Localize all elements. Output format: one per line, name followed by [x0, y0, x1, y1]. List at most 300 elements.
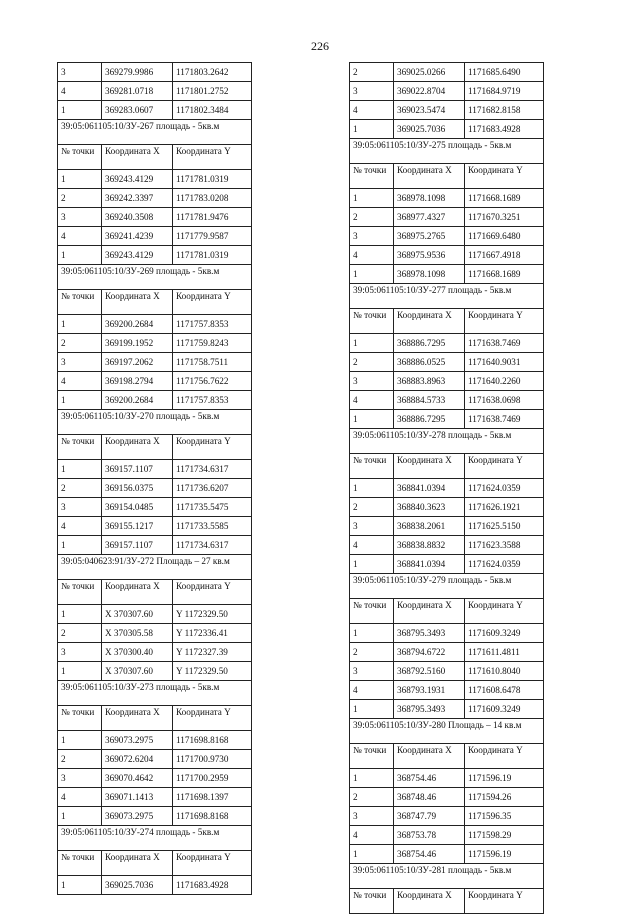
coordinate-x-cell: 368838.8832	[394, 536, 465, 555]
coordinate-y-cell: 1171683.4928	[173, 876, 252, 895]
coordinate-x-cell: 369073.2975	[102, 807, 173, 826]
parcel-caption-row	[58, 265, 252, 290]
parcel-caption-row	[58, 555, 252, 580]
table-header-row	[350, 889, 544, 914]
coordinate-x-cell: 369025.7036	[394, 120, 465, 139]
coordinate-y-cell: 1171781.0319	[173, 170, 252, 189]
coordinate-x-cell: 368841.0394	[394, 479, 465, 498]
coordinate-x-cell: 368977.4327	[394, 208, 465, 227]
coordinate-x-header: Координата X	[394, 164, 465, 189]
point-number-cell: 1	[58, 807, 102, 826]
parcel-caption: 39:05:061105:10/ЗУ-269 площадь - 5кв.м	[58, 265, 252, 290]
coordinate-y-cell: 1171685.6490	[465, 63, 544, 82]
table-row	[58, 170, 252, 189]
parcel-caption: 39:05:061105:10/ЗУ-277 площадь - 5кв.м	[350, 284, 544, 309]
coordinate-x-header: Координата X	[102, 851, 173, 876]
table-row	[58, 643, 252, 662]
coordinate-y-cell: 1171610.8040	[465, 662, 544, 681]
point-number-cell: 3	[58, 769, 102, 788]
table-header-row	[58, 580, 252, 605]
point-number-cell: 2	[58, 479, 102, 498]
table-row	[58, 227, 252, 246]
table-row	[350, 517, 544, 536]
point-number-cell: 4	[58, 788, 102, 807]
coordinate-y-header: Координата Y	[173, 290, 252, 315]
table-row	[350, 845, 544, 864]
coordinate-x-cell: 369023.5474	[394, 101, 465, 120]
point-number-header: № точки	[58, 706, 102, 731]
point-number-cell: 1	[350, 265, 394, 284]
coordinate-y-cell: 1171684.9719	[465, 82, 544, 101]
coordinate-x-cell: 368838.2061	[394, 517, 465, 536]
coordinate-x-header: Координата X	[102, 706, 173, 731]
coordinate-y-cell: 1171698.8168	[173, 807, 252, 826]
parcel-caption: 39:05:061105:10/ЗУ-274 площадь - 5кв.м	[58, 826, 252, 851]
coordinate-y-header: Координата Y	[465, 599, 544, 624]
coordinate-y-cell: 1171734.6317	[173, 536, 252, 555]
coordinate-x-cell: 369154.0485	[102, 498, 173, 517]
coordinate-y-cell: 1171668.1689	[465, 265, 544, 284]
coordinate-x-cell: 369200.2684	[102, 391, 173, 410]
point-number-cell: 1	[58, 460, 102, 479]
coordinate-y-cell: 1171596.19	[465, 769, 544, 788]
point-number-cell: 1	[58, 391, 102, 410]
table-header-row	[58, 290, 252, 315]
coordinate-x-cell: 368747.79	[394, 807, 465, 826]
coordinate-y-cell: 1171596.35	[465, 807, 544, 826]
coordinate-y-cell: 1171759.8243	[173, 334, 252, 353]
table-row	[350, 334, 544, 353]
point-number-cell: 3	[350, 372, 394, 391]
coordinate-x-cell: 369155.1217	[102, 517, 173, 536]
coordinate-x-cell: 368795.3493	[394, 624, 465, 643]
table-row	[350, 391, 544, 410]
point-number-cell: 1	[350, 120, 394, 139]
coordinate-x-cell: 368975.2765	[394, 227, 465, 246]
parcel-caption-row	[58, 681, 252, 706]
coordinate-y-cell: 1171802.3484	[173, 101, 252, 120]
coordinate-x-header: Координата X	[394, 889, 465, 914]
table-row	[350, 372, 544, 391]
point-number-cell: 2	[350, 353, 394, 372]
point-number-header: № точки	[350, 599, 394, 624]
coordinate-x-cell: 368753.78	[394, 826, 465, 845]
point-number-cell: 2	[350, 788, 394, 807]
coordinate-y-cell: 1171640.9031	[465, 353, 544, 372]
coordinate-y-cell: 1171670.3251	[465, 208, 544, 227]
point-number-cell: 2	[58, 189, 102, 208]
point-number-cell: 1	[58, 315, 102, 334]
parcel-caption-row	[58, 826, 252, 851]
parcel-caption: 39:05:061105:10/ЗУ-278 площадь - 5кв.м	[350, 429, 544, 454]
point-number-cell: 3	[350, 82, 394, 101]
table-row	[58, 63, 252, 82]
table-header-row	[350, 309, 544, 334]
point-number-cell: 1	[350, 769, 394, 788]
point-number-cell: 2	[58, 334, 102, 353]
coordinate-y-cell: 1171624.0359	[465, 555, 544, 574]
table-header-row	[58, 706, 252, 731]
table-row	[58, 517, 252, 536]
coordinate-x-cell: 369281.0718	[102, 82, 173, 101]
coordinate-y-cell: 1171667.4918	[465, 246, 544, 265]
coordinate-x-cell: 368793.1931	[394, 681, 465, 700]
coordinate-x-header: Координата X	[102, 290, 173, 315]
coordinate-y-cell: 1171594.26	[465, 788, 544, 807]
point-number-header: № точки	[350, 889, 394, 914]
coordinate-y-cell: 1171623.3588	[465, 536, 544, 555]
table-row	[58, 769, 252, 788]
point-number-cell: 1	[350, 624, 394, 643]
point-number-cell: 4	[58, 82, 102, 101]
table-row	[58, 189, 252, 208]
coordinate-x-cell: 369241.4239	[102, 227, 173, 246]
parcel-caption-row	[350, 719, 544, 744]
table-header-row	[350, 164, 544, 189]
table-row	[350, 826, 544, 845]
coordinate-y-cell: 1171734.6317	[173, 460, 252, 479]
point-number-cell: 2	[350, 498, 394, 517]
coordinate-y-cell: Y 1172329.50	[173, 662, 252, 681]
coordinate-x-cell: 368884.5733	[394, 391, 465, 410]
table-row	[58, 624, 252, 643]
coordinate-x-cell: 368886.7295	[394, 334, 465, 353]
point-number-header: № точки	[58, 435, 102, 460]
point-number-cell: 3	[350, 227, 394, 246]
point-number-header: № точки	[58, 145, 102, 170]
parcel-caption-row	[350, 429, 544, 454]
table-header-row	[58, 435, 252, 460]
point-number-cell: 3	[58, 63, 102, 82]
coordinate-x-cell: 369022.8704	[394, 82, 465, 101]
table-header-row	[58, 851, 252, 876]
coordinate-x-cell: 369157.1107	[102, 460, 173, 479]
table-row	[350, 498, 544, 517]
table-row	[58, 246, 252, 265]
table-row	[350, 189, 544, 208]
table-row	[350, 536, 544, 555]
table-row	[58, 479, 252, 498]
coordinate-x-header: Координата X	[102, 145, 173, 170]
coordinate-y-cell: 1171624.0359	[465, 479, 544, 498]
coordinate-y-cell: 1171625.5150	[465, 517, 544, 536]
table-row	[58, 372, 252, 391]
point-number-cell: 1	[58, 662, 102, 681]
coordinate-y-cell: Y 1172336.41	[173, 624, 252, 643]
parcel-caption-row	[350, 864, 544, 889]
coordinate-y-cell: 1171596.19	[465, 845, 544, 864]
coordinate-x-cell: 368754.46	[394, 769, 465, 788]
coordinate-x-cell: 368978.1098	[394, 265, 465, 284]
table-row	[350, 120, 544, 139]
coordinate-x-cell: 369156.0375	[102, 479, 173, 498]
coordinate-y-cell: 1171801.2752	[173, 82, 252, 101]
table-row	[350, 479, 544, 498]
coordinate-y-cell: 1171779.9587	[173, 227, 252, 246]
coordinate-x-cell: 368883.8963	[394, 372, 465, 391]
coordinate-x-cell: 368975.9536	[394, 246, 465, 265]
coordinate-y-cell: 1171609.3249	[465, 700, 544, 719]
coordinate-y-cell: 1171757.8353	[173, 391, 252, 410]
table-row	[58, 876, 252, 895]
coordinate-y-cell: 1171757.8353	[173, 315, 252, 334]
point-number-cell: 2	[58, 624, 102, 643]
table-row	[58, 315, 252, 334]
point-number-cell: 4	[58, 517, 102, 536]
coordinate-x-cell: X 370305.58	[102, 624, 173, 643]
table-row	[350, 624, 544, 643]
point-number-cell: 2	[350, 63, 394, 82]
coordinate-x-cell: 369200.2684	[102, 315, 173, 334]
point-number-header: № точки	[58, 851, 102, 876]
coordinate-x-cell: 369240.3508	[102, 208, 173, 227]
point-number-cell: 1	[350, 334, 394, 353]
point-number-cell: 1	[58, 101, 102, 120]
table-row	[350, 555, 544, 574]
coordinate-y-header: Координата Y	[173, 580, 252, 605]
point-number-cell: 3	[350, 517, 394, 536]
table-row	[350, 82, 544, 101]
coordinate-y-cell: Y 1172327.39	[173, 643, 252, 662]
coordinate-y-header: Координата Y	[465, 744, 544, 769]
coordinate-x-cell: 368794.6722	[394, 643, 465, 662]
table-row	[350, 700, 544, 719]
coordinate-x-header: Координата X	[394, 309, 465, 334]
point-number-cell: 3	[58, 208, 102, 227]
point-number-cell: 3	[350, 807, 394, 826]
point-number-header: № точки	[350, 164, 394, 189]
page-number: 226	[311, 39, 329, 53]
point-number-header: № точки	[350, 309, 394, 334]
point-number-cell: 3	[350, 662, 394, 681]
point-number-cell: 2	[350, 643, 394, 662]
table-row	[350, 769, 544, 788]
coordinate-x-cell: 369070.4642	[102, 769, 173, 788]
table-row	[350, 643, 544, 662]
point-number-cell: 1	[58, 170, 102, 189]
table-row	[58, 662, 252, 681]
point-number-cell: 1	[58, 536, 102, 555]
coordinate-y-cell: 1171758.7511	[173, 353, 252, 372]
table-header-row	[350, 454, 544, 479]
parcel-caption: 39:05:061105:10/ЗУ-273 площадь - 5кв.м	[58, 681, 252, 706]
coordinate-y-cell: 1171638.0698	[465, 391, 544, 410]
coordinate-y-cell: Y 1172329.50	[173, 605, 252, 624]
parcel-caption: 39:05:040623:91/ЗУ-272 Площадь – 27 кв.м	[58, 555, 252, 580]
point-number-cell: 1	[350, 555, 394, 574]
table-row	[350, 353, 544, 372]
point-number-cell: 4	[58, 372, 102, 391]
point-number-cell: 4	[350, 246, 394, 265]
coordinate-y-header: Координата Y	[173, 145, 252, 170]
table-row	[350, 662, 544, 681]
point-number-cell: 1	[58, 605, 102, 624]
coordinate-x-cell: X 370300.40	[102, 643, 173, 662]
coordinates-table-right	[349, 62, 544, 914]
coordinate-x-cell: 369025.0266	[394, 63, 465, 82]
table-row	[58, 750, 252, 769]
table-row	[58, 807, 252, 826]
coordinate-x-cell: 368841.0394	[394, 555, 465, 574]
table-row	[58, 731, 252, 750]
point-number-cell: 2	[58, 750, 102, 769]
coordinate-x-header: Координата X	[394, 599, 465, 624]
table-row	[58, 391, 252, 410]
table-header-row	[350, 744, 544, 769]
table-row	[58, 788, 252, 807]
coordinate-x-cell: 368840.3623	[394, 498, 465, 517]
point-number-cell: 4	[350, 536, 394, 555]
coordinate-y-cell: 1171756.7622	[173, 372, 252, 391]
coordinate-x-cell: 368978.1098	[394, 189, 465, 208]
coordinate-x-cell: 368792.5160	[394, 662, 465, 681]
coordinate-y-cell: 1171735.5475	[173, 498, 252, 517]
coordinate-y-cell: 1171781.0319	[173, 246, 252, 265]
point-number-cell: 1	[350, 479, 394, 498]
coordinate-y-cell: 1171682.8158	[465, 101, 544, 120]
table-row	[350, 63, 544, 82]
point-number-cell: 1	[350, 700, 394, 719]
coordinate-x-cell: 369243.4129	[102, 170, 173, 189]
coordinate-x-cell: 368748.46	[394, 788, 465, 807]
parcel-caption-row	[350, 284, 544, 309]
coordinate-y-header: Координата Y	[173, 851, 252, 876]
coordinate-x-cell: 369073.2975	[102, 731, 173, 750]
parcel-caption-row	[58, 410, 252, 435]
point-number-cell: 1	[58, 246, 102, 265]
coordinate-y-header: Координата Y	[173, 706, 252, 731]
parcel-caption-row	[58, 120, 252, 145]
point-number-cell: 4	[58, 227, 102, 246]
point-number-cell: 4	[350, 681, 394, 700]
coordinate-x-cell: 368754.46	[394, 845, 465, 864]
coordinate-x-header: Координата X	[394, 744, 465, 769]
point-number-header: № точки	[350, 744, 394, 769]
table-row	[350, 265, 544, 284]
table-row	[58, 498, 252, 517]
coordinate-x-cell: 368795.3493	[394, 700, 465, 719]
coordinate-y-header: Координата Y	[465, 164, 544, 189]
table-row	[58, 605, 252, 624]
table-row	[350, 788, 544, 807]
point-number-cell: 4	[350, 391, 394, 410]
coordinate-y-cell: 1171626.1921	[465, 498, 544, 517]
coordinate-y-cell: 1171733.5585	[173, 517, 252, 536]
coordinate-y-cell: 1171638.7469	[465, 410, 544, 429]
coordinate-x-cell: 369199.1952	[102, 334, 173, 353]
coordinate-y-cell: 1171669.6480	[465, 227, 544, 246]
coordinate-y-header: Координата Y	[465, 889, 544, 914]
coordinate-y-cell: 1171803.2642	[173, 63, 252, 82]
parcel-caption: 39:05:061105:10/ЗУ-280 Площадь – 14 кв.м	[350, 719, 544, 744]
coordinate-y-cell: 1171608.6478	[465, 681, 544, 700]
point-number-cell: 4	[350, 101, 394, 120]
coordinate-y-header: Координата Y	[465, 309, 544, 334]
coordinate-x-cell: 369157.1107	[102, 536, 173, 555]
point-number-cell: 1	[350, 410, 394, 429]
table-header-row	[58, 145, 252, 170]
point-number-cell: 4	[350, 826, 394, 845]
table-row	[58, 353, 252, 372]
coordinate-x-cell: 369283.0607	[102, 101, 173, 120]
right-column	[349, 62, 544, 914]
coordinate-x-cell: 369071.1413	[102, 788, 173, 807]
coordinate-y-cell: 1171609.3249	[465, 624, 544, 643]
coordinate-x-cell: X 370307.60	[102, 605, 173, 624]
coordinate-x-header: Координата X	[102, 580, 173, 605]
coordinate-x-cell: 369198.2794	[102, 372, 173, 391]
point-number-cell: 3	[58, 643, 102, 662]
coordinate-y-cell: 1171736.6207	[173, 479, 252, 498]
point-number-cell: 1	[58, 876, 102, 895]
coordinate-x-cell: 369197.2062	[102, 353, 173, 372]
point-number-cell: 3	[58, 353, 102, 372]
coordinate-y-cell: 1171611.4811	[465, 643, 544, 662]
table-row	[350, 101, 544, 120]
point-number-header: № точки	[350, 454, 394, 479]
table-row	[58, 82, 252, 101]
coordinate-y-cell: 1171781.9476	[173, 208, 252, 227]
table-row	[58, 460, 252, 479]
coordinate-y-cell: 1171683.4928	[465, 120, 544, 139]
coordinate-y-cell: 1171640.2260	[465, 372, 544, 391]
parcel-caption: 39:05:061105:10/ЗУ-279 площадь - 5кв.м	[350, 574, 544, 599]
coordinate-x-cell: 369279.9986	[102, 63, 173, 82]
table-row	[350, 208, 544, 227]
parcel-caption-row	[350, 139, 544, 164]
parcel-caption: 39:05:061105:10/ЗУ-275 площадь - 5кв.м	[350, 139, 544, 164]
left-column	[57, 62, 252, 895]
parcel-caption-row	[350, 574, 544, 599]
coordinate-x-header: Координата X	[102, 435, 173, 460]
coordinate-x-cell: 369242.3397	[102, 189, 173, 208]
coordinate-x-cell: 369072.6204	[102, 750, 173, 769]
point-number-header: № точки	[58, 290, 102, 315]
coordinate-x-cell: 369243.4129	[102, 246, 173, 265]
parcel-caption: 39:05:061105:10/ЗУ-270 площадь - 5кв.м	[58, 410, 252, 435]
table-row	[350, 227, 544, 246]
table-row	[350, 246, 544, 265]
table-row	[58, 101, 252, 120]
coordinates-table-left	[57, 62, 252, 895]
coordinate-x-cell: 368886.0525	[394, 353, 465, 372]
point-number-cell: 1	[58, 731, 102, 750]
point-number-cell: 1	[350, 845, 394, 864]
coordinate-y-header: Координата Y	[465, 454, 544, 479]
table-row	[58, 208, 252, 227]
coordinate-x-cell: 369025.7036	[102, 876, 173, 895]
point-number-cell: 1	[350, 189, 394, 208]
coordinate-y-cell: 1171638.7469	[465, 334, 544, 353]
table-row	[58, 536, 252, 555]
coordinate-y-cell: 1171668.1689	[465, 189, 544, 208]
coordinate-y-cell: 1171700.2959	[173, 769, 252, 788]
point-number-header: № точки	[58, 580, 102, 605]
coordinate-y-cell: 1171698.1397	[173, 788, 252, 807]
table-row	[58, 334, 252, 353]
table-row	[350, 410, 544, 429]
coordinate-y-cell: 1171783.0208	[173, 189, 252, 208]
coordinate-y-cell: 1171700.9730	[173, 750, 252, 769]
coordinate-y-header: Координата Y	[173, 435, 252, 460]
point-number-cell: 3	[58, 498, 102, 517]
coordinate-x-header: Координата X	[394, 454, 465, 479]
coordinate-y-cell: 1171698.8168	[173, 731, 252, 750]
table-row	[350, 807, 544, 826]
coordinate-y-cell: 1171598.29	[465, 826, 544, 845]
coordinate-x-cell: X 370307.60	[102, 662, 173, 681]
table-row	[350, 681, 544, 700]
